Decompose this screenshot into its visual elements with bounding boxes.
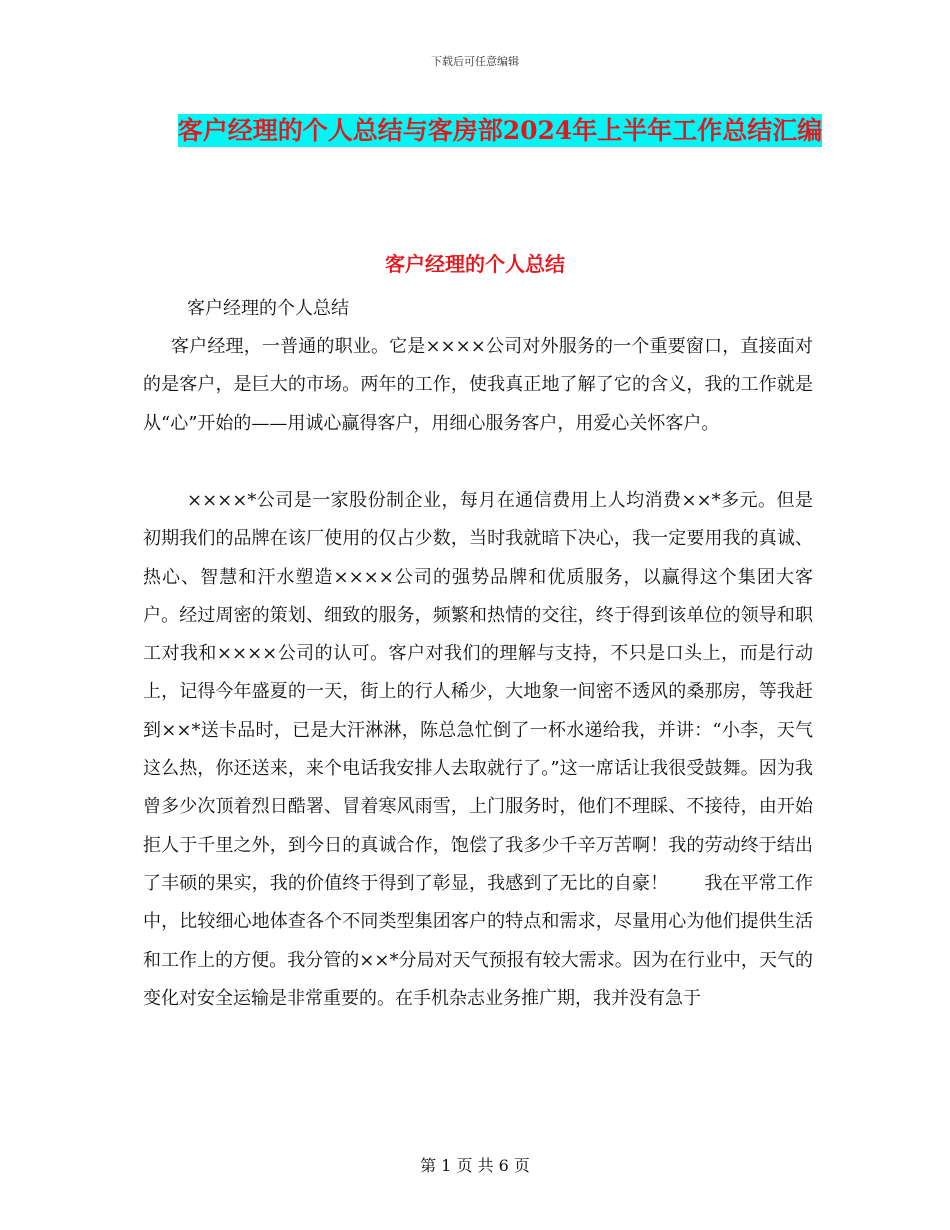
body-paragraph-2: ××××*公司是一家股份制企业，每月在通信费用上人均消费××*多元。但是初期我们的品牌在该厂使用的仅占少数，当时我就暗下决心，我一定要用我的真诚、热心、智慧和汗水塑造××××公司的强势品牌和优质服务，以赢得这个集团大客户。经过周密的策划、细致的服务，频繁和热情的交往，终于得到该单位的领导和职工对我和××××公司的认可。客户对我们的理解与支持，不只是口头上，而是行动上，记得今年盛夏的一天，街上的行人稀少，大地象一间密不透风的桑那房，等我赶到××*送卡品时，已是大汗淋淋，陈总急忙倒了一杯水递给我，并讲：“小李，天气这么热，你还送来，来个电话我安排人去取就行了。”这一席话让我很受鼓舞。因为我曾多少次顶着烈日酷署、冒着寒风雨雪，上门服务时，他们不理睬、不接待，由开始拒人于千里之外，到今日的真诚合作，饱偿了我多少千辛万苦啊！我的劳动终于结出了丰硕的果实，我的价值终于得到了彰显，我感到了无比的自豪！ 我在平常工作中，比较细心地体查各个不同类型集团客户的特点和需求，尽量用心为他们提供生活和工作上的方便。我分管的××*分局对天气预报有较大需求。因为在行业中，天气的变化对安全运输是非常重要的。在手机杂志业务推广期，我并没有急于 [143, 490, 813, 1009]
page-number-footer: 第 1 页 共 6 页 [420, 1156, 530, 1175]
section-subtitle: 客户经理的个人总结 [187, 298, 349, 319]
section-heading: 客户经理的个人总结 [385, 252, 565, 276]
document-title [120, 110, 880, 152]
body-paragraph-1: 客户经理，一普通的职业。它是××××公司对外服务的一个重要窗口，直接面对的是客户，是巨大的市场。两年的工作，使我真正地了解了它的含义，我的工作就是从“心”开始的——用诚心赢得客户，用细心服务客户，用爱心关怀客户。 [143, 336, 813, 434]
document-title-text: 客户经理的个人总结与客房部2024年上半年工作总结汇编 [177, 116, 823, 145]
page-header-note: 下载后可任意编辑 [431, 55, 519, 68]
